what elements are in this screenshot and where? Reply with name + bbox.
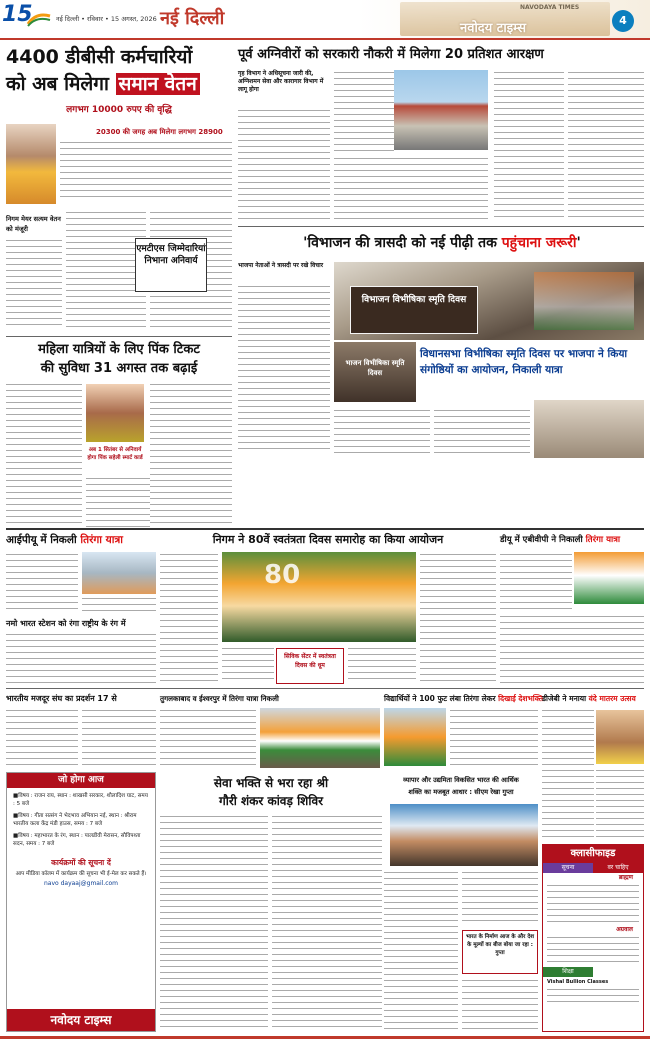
row5-b-photo [260,708,380,768]
row4-left-head [6,532,156,548]
story3-col1 [238,284,330,454]
row4-center-col1 [160,552,218,684]
story2-col1 [238,108,330,220]
row4-right-head [500,532,646,548]
notice-body: आप मीडिया कॉलम में कार्यक्रम की सूचना भी ई-मेल कर सकते हैं। [15,871,147,877]
classified-sub3: शिक्षा [543,967,593,977]
row4-left-head-a: आईपीयू में निकली [6,534,81,546]
story2-col5 [568,70,644,220]
row4-center-quote [276,648,344,684]
row5-a-col1 [6,708,78,770]
classified-sub4: अग्रवाल [616,926,633,933]
row5-d-col2 [596,768,644,840]
classified-ad: Vishal Bullion Classes [547,979,609,985]
story3-photo-main [334,262,644,340]
today-title: जो होगा आज [7,773,155,788]
classified-box [542,844,644,1032]
banner-main [350,286,478,334]
brand-name: नवोदय टाइम्स [460,21,527,36]
parliament-illustration [400,2,610,36]
page-number: 4 [612,10,634,32]
business-headline [384,774,538,798]
story3-head-b: पहुंचाना जरूरी [501,235,577,251]
pullquote-text: एमटीएस जिम्मेदारियां निभाना अनिवार्य [136,244,206,266]
row4-left-head-b: तिरंगा यात्रा [80,534,123,546]
row4-left-photo [82,552,156,594]
row5-d-head [542,692,644,706]
story4-col2 [86,476,156,528]
row4-right-col2 [500,614,644,684]
today-item-3: ■विषय : महाभारत के रंग, स्थान : पालडीवी मेरासन, सौविपश्ता सदन, समय : 7 बजे [13,833,141,847]
row4-right-col [500,552,572,612]
row5-c-photo [384,708,446,766]
story1-col1 [6,238,62,328]
story3-col2 [334,408,430,458]
row5-b-head: तुगलकाबाद व ईश्वरपुर में तिरंगा यात्रा निकली [160,694,279,703]
row4-right-head-b: तिरंगा यात्रा [585,535,621,545]
row5-a-head: भारतीय मजदूर संघ का प्रदर्शन 17 से [6,694,117,703]
business-photo [390,804,538,866]
business-quote [462,930,538,974]
row5-a-col2 [82,708,156,770]
row5-b-col1 [160,708,256,768]
row5-d-head-b: वंदे मातरम उत्सव [588,694,636,703]
story1-lead [60,140,232,202]
today-box [6,772,156,1032]
eighty-graphic: 80 [264,560,301,590]
business-line1: व्यापार और उद्यमिता विकसित भारत की आर्थिक [403,776,519,784]
story1-col2 [66,210,146,330]
story4-headline [6,340,232,378]
story2-col2 [334,70,394,152]
story1-red-subhead: 20300 की जगह अब मिलेगा लगभग 28900 [96,128,223,136]
row5-d-photo [596,710,644,764]
row4-left-col [6,552,78,612]
notice-title: कार्यक्रमों की सूचना दें [51,858,111,867]
classified-col2: वर चाहिए [593,863,643,873]
story2-sidebar-head: गृह विभाग ने अधिसूचना जारी की, अग्निशमन सेवा और कारागार विभाग में लागू होगा [238,70,324,93]
story3-headline [240,232,644,254]
story4-photo [86,384,144,442]
row4-right-photo [574,552,644,604]
banner-text: विभाजन विभीषिका स्मृति दिवस [361,295,467,305]
business-col3 [462,978,538,1032]
story4-line2: की सुविधा 31 अगस्त तक बढ़ाई [40,361,198,376]
row5-c-head [384,692,544,706]
row4-center-head: निगम ने 80वें स्वतंत्रता दिवस समारोह का किया आयोजन [212,533,444,546]
story1-sidebar-head: निगम मेयर सत्यम वेतन को मंजूरी [6,215,61,233]
gauri-col2 [272,814,382,1032]
gauri-line1: सेवा भक्ति से भरा रहा श्री [213,776,329,790]
story4-caption: अब 1 सितंबर से अनिवार्य होगा पिंक सहेली स्मार्ट कार्ड [87,447,143,461]
logo-text: 15 [2,2,33,27]
row5-c-head-b: दिखाई देशभक्ति [498,694,544,703]
row4-center-col4 [420,552,496,684]
classified-col1: सूचना [543,863,593,873]
story3-head-c: ' [576,235,581,251]
business-col2 [462,870,538,926]
story3-photo-second [334,342,416,402]
row5-d-col [542,708,594,840]
story4-line1: महिला यात्रियों के लिए पिंक टिकट [38,342,200,357]
story2-col4 [494,70,564,220]
today-item-1: ■विषय : राजन राय, स्थान : शाखसी सरकार, शौलादिश घाट, समय : 5 बजे [13,793,148,807]
story1-photo [6,124,56,204]
row4-center-col2 [222,646,274,684]
row4-right-head-a: डीयू में एबीवीपी ने निकाली [500,535,586,545]
masthead [0,0,650,38]
flag-ribbon-icon [28,12,50,26]
story2-headline: पूर्व अग्निवीरों को सरकारी नौकरी में मिलेगा 20 प्रतिशत आरक्षण [238,47,544,62]
row4-left-col2 [82,596,156,614]
quote-text: सिविक सेंटर में स्वतंत्रता दिवस की धूम [284,653,336,669]
gauri-col1 [160,814,268,1032]
headline-highlight: समान वेतन [116,73,200,95]
story4-col3 [150,382,232,528]
row5-d-head-a: डीजेबी ने मनाया [542,694,589,703]
row4-left-col3 [6,632,156,684]
story3-sidebar-head: भाजपा नेताओं ने त्रासदी पर रखे विचार [238,262,324,269]
classified-sub2: ब्राह्मण [618,874,633,881]
story3-photo-head: विधानसभा विभीषिका स्मृति दिवस पर भाजपा ने किया संगोष्ठियों का आयोजन, निकाली यात्रा [420,348,628,376]
story2-photo [394,70,488,150]
story1-subhead: लगभग 10000 रुपए की वृद्धि [66,105,172,115]
business-line2: शक्ति का मजबूत आधार : सीएम रेखा गुप्ता [408,788,514,796]
today-item-2: ■विषय : गीता सत्संग ने भेदभाव अभियान नई, स्थान : श्रीराम भारतीय कला केंद्र मंडी हाउस, समय : 7 बजे [13,813,137,827]
headline-line2: को अब मिलेगा [6,73,116,95]
story1-headline [6,44,232,115]
row5-c-head-a: विद्यार्थियों ने 100 फुट लंबा तिरंगा लेकर [384,694,499,703]
brand-name-en: NAVODAYA TIMES [520,4,580,11]
story3-head-a: 'विभाजन की त्रासदी को नई पीढ़ी तक [303,235,502,251]
gauri-line2: गौरी शंकर कांवड़ शिविर [218,794,324,808]
business-col1 [384,870,458,1032]
masthead-logo [2,2,50,32]
gauri-headline [160,774,382,810]
notice-email[interactable]: navo dayaaj@gmail.com [43,880,119,887]
row4-center-col3 [348,646,416,684]
date-line: नई दिल्ली • रविवार • 15 अगस्त, 2026 [56,15,157,23]
business-quote-text: भारत के निर्माण आज के और देश के मूल्यों का बीज बोया जा रहा : गुप्ता [465,934,535,956]
today-footer-brand: नवोदय टाइम्स [7,1009,155,1031]
story2-col3 [334,156,488,220]
row4-center-photo [222,552,416,642]
city-name: नई दिल्ली [160,8,225,29]
classified-title: क्लासीफाइड [543,845,643,863]
banner-second: भाजन विभीषिका स्मृति दिवस [345,359,405,377]
story4-col1 [6,382,82,528]
headline-line1: 4400 डीबीसी कर्मचारियों [6,46,193,68]
story3-col3 [434,408,530,458]
row5-c-col [450,708,538,766]
row4-left-sub: नमो भारत स्टेशन को रंगा राष्ट्रीय के रंग में [6,619,126,628]
story3-photo-third [534,400,644,458]
story1-pullquote [135,238,207,292]
